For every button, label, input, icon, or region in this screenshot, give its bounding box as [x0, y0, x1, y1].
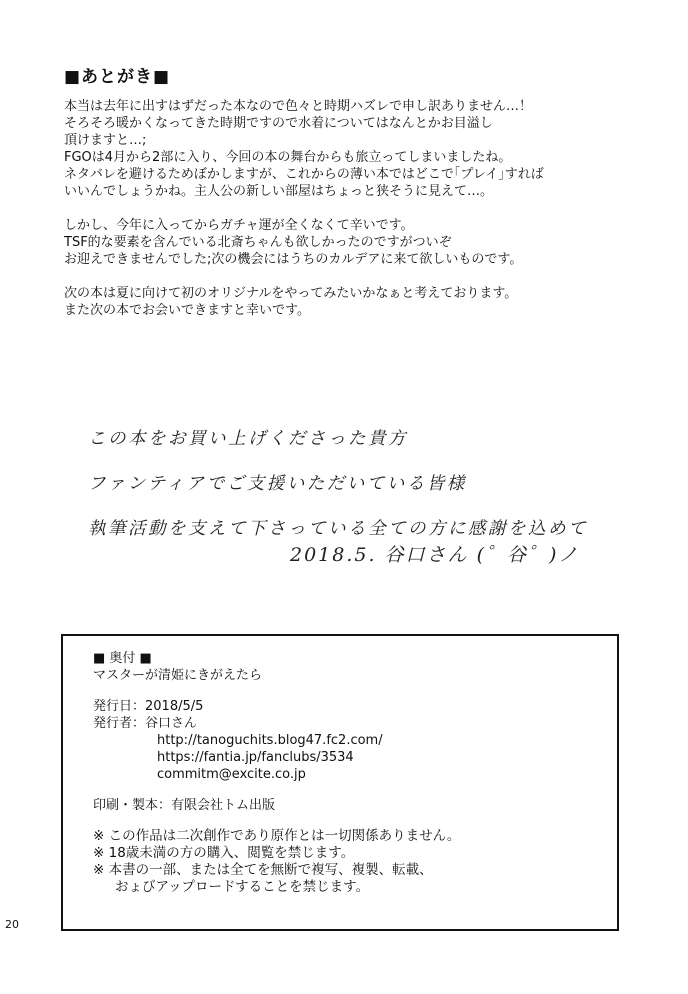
colophon-title: ■ 奥付 ■ [93, 651, 152, 666]
spacer [93, 783, 460, 797]
notice: ※ この作品は二次創作であり原作とは一切関係ありません。 [93, 828, 461, 844]
afterword-line: お迎えできませんでした;次の機会にはうちのカルデアに来て欲しいものです。 [64, 252, 523, 267]
afterword-body [64, 98, 624, 319]
thanks-line: 執筆活動を支えて下さっている全ての方に感謝を込めて [88, 519, 588, 539]
email-address: commitm@excite.co.jp [157, 767, 306, 782]
notice: おょびアップロードすることを禁じます。 [115, 879, 370, 895]
spacer [93, 814, 460, 828]
afterword-line: また次の本でお会いできますと幸いです。 [64, 303, 310, 318]
book-title: マスターが清姫にきがえたら [93, 668, 263, 683]
issue-date: 発行日：2018/5/5 [93, 699, 204, 714]
thanks-line: この本をお買い上げくださった貴方 [88, 429, 408, 449]
spacer [93, 684, 460, 698]
fantia-url: https://fantia.jp/fanclubs/3534 [157, 750, 354, 765]
contact-list [93, 732, 460, 783]
publisher: 発行者：谷口さん [93, 716, 198, 731]
signature: 2018.5. 谷口さん (゜谷゜)ノ [290, 544, 580, 566]
notices [93, 828, 460, 896]
afterword-line: 次の本は夏に向けて初のオリジナルをやってみたいかなぁと考えております。 [64, 286, 518, 301]
afterword-line: ネタバレを避けるためぼかしますが、これからの薄い本ではどこで｢プレイ｣すれば [64, 167, 544, 182]
afterword-line: TSF的な要素を含んでいる北斎ちゃんも欲しかったのですがついぞ [64, 235, 452, 250]
afterword-line: そろそろ暖かくなってきた時期ですので水着についてはなんとかお目溢し [64, 116, 493, 131]
notice: ※ 本書の一部、または全てを無断で複写、複製、転載、 [93, 862, 433, 878]
printer: 印刷・製本：有限会社トム出版 [93, 798, 276, 813]
afterword-line: 本当は去年に出すはずだった本なので色々と時期ハズレで申し訳ありません…！ [64, 99, 533, 114]
afterword-line: 頂けますと…; [64, 133, 147, 148]
paragraph-gap [64, 200, 624, 217]
notice: ※ 18歳未満の方の購入、閲覧を禁じます。 [93, 845, 355, 861]
thanks-line: ファンティアでご支援いただいている皆様 [88, 474, 467, 494]
paragraph-gap [64, 268, 624, 285]
afterword-heading: ■あとがき■ [64, 67, 171, 87]
afterword-line: FGOは4月から2部に入り、今回の本の舞台からも旅立ってしまいましたね。 [64, 150, 512, 165]
blog-url: http://tanoguchits.blog47.fc2.com/ [157, 733, 383, 748]
afterword-line: いいんでしょうかね。主人公の新しい部屋はちょっと狭そうに見えて…。 [64, 184, 494, 199]
afterword-line: しかし、今年に入ってからガチャ運が全くなくて辛いです。 [64, 218, 414, 233]
page-number: 20 [5, 918, 19, 931]
colophon-box [61, 634, 619, 931]
